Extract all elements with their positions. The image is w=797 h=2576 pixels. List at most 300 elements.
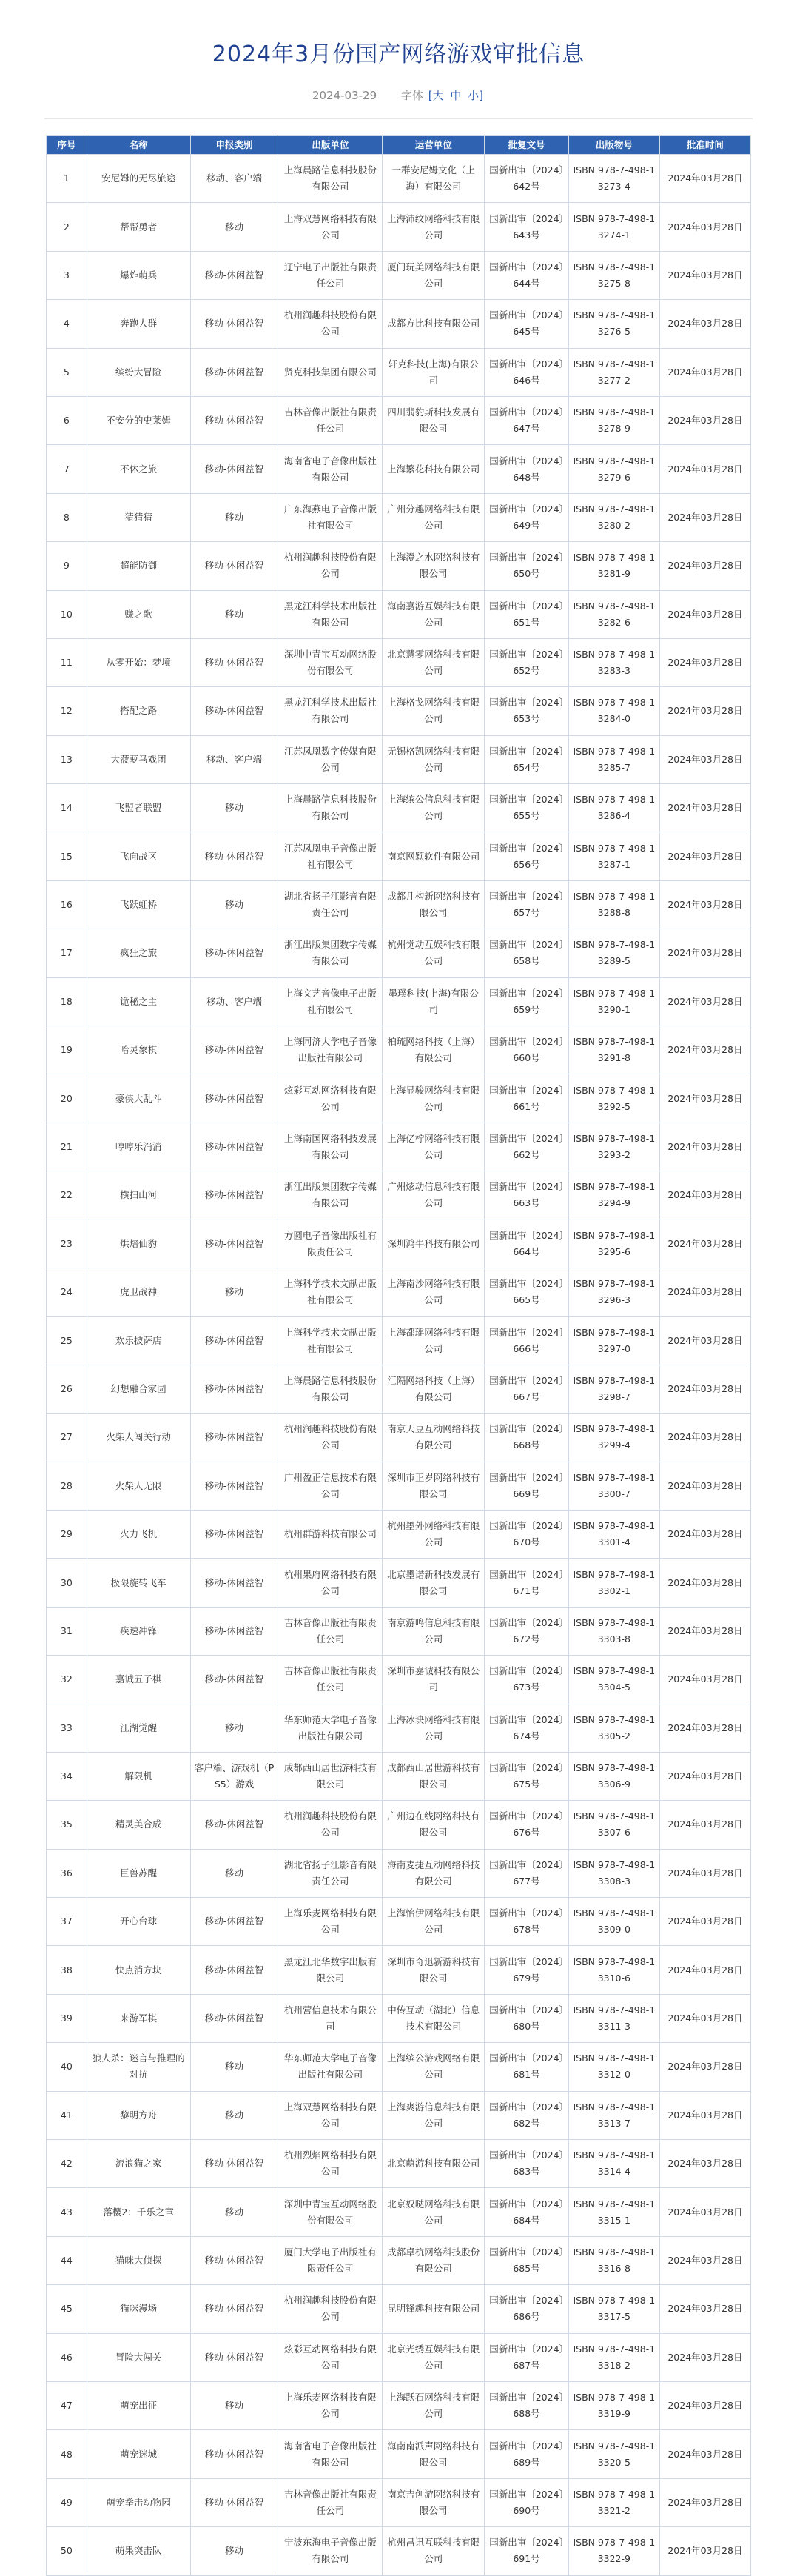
cell-isbn: ISBN 978-7-498-13273-4 — [568, 155, 659, 203]
cell-publisher: 杭州果府网络科技有限公司 — [278, 1559, 383, 1607]
table-row — [47, 1656, 751, 1704]
cell-isbn: ISBN 978-7-498-13319-9 — [568, 2381, 659, 2429]
cell-name: 安尼姆的无尽旅途 — [87, 155, 190, 203]
cell-name: 狼人杀：迷言与推理的对抗 — [87, 2043, 190, 2091]
cell-approval-date: 2024年03月28日 — [659, 396, 750, 444]
cell-index: 18 — [47, 977, 87, 1026]
cell-index: 7 — [47, 445, 87, 493]
cell-operator: 杭州觉动互娱科技有限公司 — [383, 929, 485, 977]
cell-operator: 北京光绣互娱科技有限公司 — [383, 2333, 485, 2381]
cell-category: 移动-休闲益智 — [190, 1414, 278, 1462]
cell-approval-date: 2024年03月28日 — [659, 832, 750, 880]
cell-publisher: 黑龙江科学技术出版社有限公司 — [278, 687, 383, 735]
cell-publisher: 辽宁电子出版社有限责任公司 — [278, 251, 383, 299]
cell-isbn: ISBN 978-7-498-13291-8 — [568, 1026, 659, 1074]
cell-approval-number: 国新出审〔2024〕649号 — [485, 493, 569, 541]
cell-category: 移动-休闲益智 — [190, 445, 278, 493]
cell-index: 48 — [47, 2430, 87, 2478]
cell-index: 12 — [47, 687, 87, 735]
cell-approval-number: 国新出审〔2024〕673号 — [485, 1656, 569, 1704]
cell-operator: 上海怡伊网络科技有限公司 — [383, 1898, 485, 1946]
cell-isbn: ISBN 978-7-498-13293-2 — [568, 1123, 659, 1171]
cell-name: 豪侠大乱斗 — [87, 1074, 190, 1123]
cell-isbn: ISBN 978-7-498-13297-0 — [568, 1317, 659, 1365]
cell-publisher: 广州盈正信息技术有限公司 — [278, 1462, 383, 1510]
cell-approval-number: 国新出审〔2024〕667号 — [485, 1365, 569, 1413]
cell-approval-number: 国新出审〔2024〕676号 — [485, 1801, 569, 1849]
cell-operator: 南京天豆互动网络科技有限公司 — [383, 1414, 485, 1462]
cell-approval-date: 2024年03月28日 — [659, 2285, 750, 2333]
table-row — [47, 300, 751, 348]
cell-category: 移动-休闲益智 — [190, 2236, 278, 2284]
cell-approval-number: 国新出审〔2024〕670号 — [485, 1510, 569, 1558]
table-row — [47, 251, 751, 299]
cell-index: 8 — [47, 493, 87, 541]
cell-isbn: ISBN 978-7-498-13277-2 — [568, 348, 659, 396]
cell-name: 赚之歌 — [87, 590, 190, 638]
cell-approval-number: 国新出审〔2024〕644号 — [485, 251, 569, 299]
cell-index: 47 — [47, 2381, 87, 2429]
cell-operator: 上海沛纹网络科技有限公司 — [383, 203, 485, 251]
cell-name: 大菠萝马戏团 — [87, 735, 190, 783]
cell-isbn: ISBN 978-7-498-13308-3 — [568, 1849, 659, 1897]
cell-name: 飞盟者联盟 — [87, 784, 190, 832]
cell-publisher: 深圳中青宝互动网络股份有限公司 — [278, 2188, 383, 2236]
cell-approval-date: 2024年03月28日 — [659, 1898, 750, 1946]
cell-approval-number: 国新出审〔2024〕672号 — [485, 1607, 569, 1655]
cell-approval-date: 2024年03月28日 — [659, 929, 750, 977]
cell-operator: 北京奴哒网络科技有限公司 — [383, 2188, 485, 2236]
cell-approval-date: 2024年03月28日 — [659, 2043, 750, 2091]
cell-index: 20 — [47, 1074, 87, 1123]
cell-name: 横扫山河 — [87, 1171, 190, 1220]
cell-category: 移动-休闲益智 — [190, 929, 278, 977]
cell-name: 巨兽苏醒 — [87, 1849, 190, 1897]
table-row — [47, 880, 751, 929]
cell-approval-date: 2024年03月28日 — [659, 1849, 750, 1897]
table-row — [47, 2236, 751, 2284]
cell-approval-number: 国新出审〔2024〕674号 — [485, 1704, 569, 1752]
publish-date: 2024-03-29 — [312, 89, 377, 102]
cell-operator: 深圳鸿牛科技有限公司 — [383, 1220, 485, 1268]
cell-approval-number: 国新出审〔2024〕677号 — [485, 1849, 569, 1897]
cell-name: 幻想融合家园 — [87, 1365, 190, 1413]
cell-category: 移动、客户端 — [190, 735, 278, 783]
cell-approval-date: 2024年03月28日 — [659, 1026, 750, 1074]
cell-operator: 成都卓杭网络科技股份有限公司 — [383, 2236, 485, 2284]
cell-category: 移动-休闲益智 — [190, 1559, 278, 1607]
cell-approval-date: 2024年03月28日 — [659, 1994, 750, 2042]
cell-isbn: ISBN 978-7-498-13314-4 — [568, 2140, 659, 2188]
cell-category: 移动-休闲益智 — [190, 1607, 278, 1655]
cell-category: 移动-休闲益智 — [190, 1317, 278, 1365]
cell-isbn: ISBN 978-7-498-13290-1 — [568, 977, 659, 1026]
cell-category: 移动-休闲益智 — [190, 832, 278, 880]
header-publisher: 出版单位 — [278, 136, 383, 155]
cell-operator: 深圳市正岁网络科技有限公司 — [383, 1462, 485, 1510]
cell-approval-number: 国新出审〔2024〕680号 — [485, 1994, 569, 2042]
cell-isbn: ISBN 978-7-498-13306-9 — [568, 1752, 659, 1800]
cell-isbn: ISBN 978-7-498-13310-6 — [568, 1946, 659, 1994]
cell-index: 43 — [47, 2188, 87, 2236]
cell-index: 40 — [47, 2043, 87, 2091]
cell-index: 28 — [47, 1462, 87, 1510]
cell-approval-date: 2024年03月28日 — [659, 1462, 750, 1510]
cell-category: 移动-休闲益智 — [190, 396, 278, 444]
cell-publisher: 杭州润趣科技股份有限公司 — [278, 1414, 383, 1462]
cell-approval-date: 2024年03月28日 — [659, 784, 750, 832]
cell-approval-number: 国新出审〔2024〕643号 — [485, 203, 569, 251]
cell-category: 移动-休闲益智 — [190, 1220, 278, 1268]
cell-approval-number: 国新出审〔2024〕658号 — [485, 929, 569, 977]
cell-approval-number: 国新出审〔2024〕656号 — [485, 832, 569, 880]
cell-publisher: 湖北省扬子江影音有限责任公司 — [278, 1849, 383, 1897]
table-row — [47, 784, 751, 832]
cell-index: 34 — [47, 1752, 87, 1800]
cell-publisher: 杭州润趣科技股份有限公司 — [278, 2285, 383, 2333]
table-row — [47, 2285, 751, 2333]
cell-isbn: ISBN 978-7-498-13316-8 — [568, 2236, 659, 2284]
font-size-large-button[interactable]: [大 — [428, 89, 444, 102]
table-row — [47, 1026, 751, 1074]
cell-index: 38 — [47, 1946, 87, 1994]
cell-category: 移动-休闲益智 — [190, 1171, 278, 1220]
cell-isbn: ISBN 978-7-498-13284-0 — [568, 687, 659, 735]
cell-category: 移动 — [190, 1268, 278, 1316]
cell-name: 嘉诚五子棋 — [87, 1656, 190, 1704]
table-row — [47, 1462, 751, 1510]
cell-publisher: 杭州润趣科技股份有限公司 — [278, 300, 383, 348]
cell-operator: 南京网颖软件有限公司 — [383, 832, 485, 880]
cell-publisher: 上海科学技术文献出版社有限公司 — [278, 1317, 383, 1365]
approval-table — [46, 135, 751, 2576]
cell-category: 移动-休闲益智 — [190, 1946, 278, 1994]
cell-isbn: ISBN 978-7-498-13309-0 — [568, 1898, 659, 1946]
cell-index: 29 — [47, 1510, 87, 1558]
cell-name: 开心台球 — [87, 1898, 190, 1946]
cell-name: 精灵美合成 — [87, 1801, 190, 1849]
font-size-medium-button[interactable]: 中 — [450, 89, 462, 102]
cell-category: 移动-休闲益智 — [190, 1365, 278, 1413]
cell-index: 33 — [47, 1704, 87, 1752]
cell-index: 5 — [47, 348, 87, 396]
cell-category: 移动 — [190, 2381, 278, 2429]
cell-approval-date: 2024年03月28日 — [659, 1559, 750, 1607]
cell-category: 移动 — [190, 493, 278, 541]
table-row — [47, 2091, 751, 2139]
table-row — [47, 1994, 751, 2042]
cell-operator: 成都西山居世游科技有限公司 — [383, 1752, 485, 1800]
cell-isbn: ISBN 978-7-498-13275-8 — [568, 251, 659, 299]
cell-approval-date: 2024年03月28日 — [659, 977, 750, 1026]
cell-index: 30 — [47, 1559, 87, 1607]
cell-index: 15 — [47, 832, 87, 880]
table-row — [47, 977, 751, 1026]
cell-approval-date: 2024年03月28日 — [659, 542, 750, 590]
cell-approval-date: 2024年03月28日 — [659, 880, 750, 929]
cell-approval-date: 2024年03月28日 — [659, 2236, 750, 2284]
cell-name: 流浪猫之家 — [87, 2140, 190, 2188]
header-isbn: 出版物号 — [568, 136, 659, 155]
cell-isbn: ISBN 978-7-498-13311-3 — [568, 1994, 659, 2042]
font-size-label: 字体 — [400, 89, 423, 102]
cell-approval-number: 国新出审〔2024〕661号 — [485, 1074, 569, 1123]
cell-category: 移动 — [190, 1849, 278, 1897]
table-row — [47, 155, 751, 203]
cell-name: 快点消方块 — [87, 1946, 190, 1994]
cell-isbn: ISBN 978-7-498-13322-9 — [568, 2527, 659, 2575]
cell-category: 移动 — [190, 203, 278, 251]
cell-approval-number: 国新出审〔2024〕651号 — [485, 590, 569, 638]
cell-index: 4 — [47, 300, 87, 348]
cell-category: 移动 — [190, 1704, 278, 1752]
cell-operator: 深圳市奇迅新游科技有限公司 — [383, 1946, 485, 1994]
cell-isbn: ISBN 978-7-498-13279-6 — [568, 445, 659, 493]
cell-approval-date: 2024年03月28日 — [659, 1220, 750, 1268]
table-row — [47, 1220, 751, 1268]
cell-approval-date: 2024年03月28日 — [659, 300, 750, 348]
cell-isbn: ISBN 978-7-498-13286-4 — [568, 784, 659, 832]
cell-approval-number: 国新出审〔2024〕666号 — [485, 1317, 569, 1365]
cell-category: 移动 — [190, 590, 278, 638]
table-row — [47, 1510, 751, 1558]
cell-isbn: ISBN 978-7-498-13287-1 — [568, 832, 659, 880]
table-row — [47, 1074, 751, 1123]
cell-approval-number: 国新出审〔2024〕664号 — [485, 1220, 569, 1268]
cell-name: 火力飞机 — [87, 1510, 190, 1558]
cell-isbn: ISBN 978-7-498-13280-2 — [568, 493, 659, 541]
cell-approval-date: 2024年03月28日 — [659, 2188, 750, 2236]
cell-name: 疯狂之旅 — [87, 929, 190, 977]
cell-name: 飞跃虹桥 — [87, 880, 190, 929]
cell-index: 16 — [47, 880, 87, 929]
cell-name: 欢乐披萨店 — [87, 1317, 190, 1365]
cell-approval-date: 2024年03月28日 — [659, 155, 750, 203]
cell-approval-date: 2024年03月28日 — [659, 1607, 750, 1655]
cell-approval-date: 2024年03月28日 — [659, 1414, 750, 1462]
table-row — [47, 1898, 751, 1946]
cell-category: 移动 — [190, 2188, 278, 2236]
cell-publisher: 上海乐麦网络科技有限公司 — [278, 1898, 383, 1946]
table-row — [47, 2527, 751, 2575]
cell-name: 不休之旅 — [87, 445, 190, 493]
cell-isbn: ISBN 978-7-498-13289-5 — [568, 929, 659, 977]
header-category: 申报类别 — [190, 136, 278, 155]
cell-approval-number: 国新出审〔2024〕690号 — [485, 2478, 569, 2526]
cell-approval-date: 2024年03月28日 — [659, 203, 750, 251]
cell-isbn: ISBN 978-7-498-13301-4 — [568, 1510, 659, 1558]
cell-publisher: 上海同济大学电子音像出版社有限公司 — [278, 1026, 383, 1074]
cell-operator: 上海南沙网络科技有限公司 — [383, 1268, 485, 1316]
cell-category: 移动 — [190, 2043, 278, 2091]
cell-operator: 上海显骏网络科技有限公司 — [383, 1074, 485, 1123]
cell-publisher: 宁波东海电子音像出版有限公司 — [278, 2527, 383, 2575]
cell-publisher: 吉林音像出版社有限责任公司 — [278, 396, 383, 444]
cell-publisher: 黑龙江北华数字出版有限公司 — [278, 1946, 383, 1994]
cell-index: 41 — [47, 2091, 87, 2139]
cell-isbn: ISBN 978-7-498-13305-2 — [568, 1704, 659, 1752]
cell-publisher: 上海乐麦网络科技有限公司 — [278, 2381, 383, 2429]
cell-publisher: 湖北省扬子江影音有限责任公司 — [278, 880, 383, 929]
cell-operator: 轩克科技(上海)有限公司 — [383, 348, 485, 396]
cell-publisher: 上海南国网络科技发展有限公司 — [278, 1123, 383, 1171]
cell-name: 黎明方舟 — [87, 2091, 190, 2139]
cell-publisher: 上海晨路信息科技股份有限公司 — [278, 1365, 383, 1413]
cell-index: 3 — [47, 251, 87, 299]
cell-operator: 广州边在线网络科技有限公司 — [383, 1801, 485, 1849]
cell-operator: 广州炫动信息科技有限公司 — [383, 1171, 485, 1220]
cell-name: 冒险大闯关 — [87, 2333, 190, 2381]
cell-isbn: ISBN 978-7-498-13300-7 — [568, 1462, 659, 1510]
cell-index: 19 — [47, 1026, 87, 1074]
table-row — [47, 929, 751, 977]
cell-approval-number: 国新出审〔2024〕648号 — [485, 445, 569, 493]
cell-approval-date: 2024年03月28日 — [659, 2140, 750, 2188]
cell-name: 从零开始：梦境 — [87, 638, 190, 686]
cell-publisher: 浙江出版集团数字传媒有限公司 — [278, 929, 383, 977]
cell-operator: 上海缤公游戏网络有限公司 — [383, 2043, 485, 2091]
cell-index: 2 — [47, 203, 87, 251]
cell-operator: 上海澄之水网络科技有限公司 — [383, 542, 485, 590]
cell-name: 猫咪大侦探 — [87, 2236, 190, 2284]
cell-category: 移动-休闲益智 — [190, 1898, 278, 1946]
cell-isbn: ISBN 978-7-498-13318-2 — [568, 2333, 659, 2381]
article-meta — [0, 87, 797, 103]
table-row — [47, 203, 751, 251]
cell-isbn: ISBN 978-7-498-13292-5 — [568, 1074, 659, 1123]
table-row — [47, 542, 751, 590]
cell-publisher: 海南省电子音像出版社有限公司 — [278, 445, 383, 493]
cell-approval-number: 国新出审〔2024〕675号 — [485, 1752, 569, 1800]
cell-approval-number: 国新出审〔2024〕647号 — [485, 396, 569, 444]
cell-isbn: ISBN 978-7-498-13285-7 — [568, 735, 659, 783]
cell-isbn: ISBN 978-7-498-13294-9 — [568, 1171, 659, 1220]
cell-publisher: 华东师范大学电子音像出版社有限公司 — [278, 1704, 383, 1752]
cell-isbn: ISBN 978-7-498-13321-2 — [568, 2478, 659, 2526]
cell-operator: 南京吉创游网络科技有限公司 — [383, 2478, 485, 2526]
cell-isbn: ISBN 978-7-498-13320-5 — [568, 2430, 659, 2478]
cell-name: 萌宠迷城 — [87, 2430, 190, 2478]
cell-name: 火柴人闯关行动 — [87, 1414, 190, 1462]
cell-approval-date: 2024年03月28日 — [659, 1946, 750, 1994]
cell-publisher: 成都西山居世游科技有限公司 — [278, 1752, 383, 1800]
cell-isbn: ISBN 978-7-498-13307-6 — [568, 1801, 659, 1849]
table-row — [47, 1849, 751, 1897]
font-size-small-button[interactable]: 小] — [468, 89, 484, 102]
cell-publisher: 浙江出版集团数字传媒有限公司 — [278, 1171, 383, 1220]
cell-operator: 上海都瑶网络科技有限公司 — [383, 1317, 485, 1365]
cell-approval-date: 2024年03月28日 — [659, 2091, 750, 2139]
cell-approval-number: 国新出审〔2024〕659号 — [485, 977, 569, 1026]
cell-publisher: 上海双慧网络科技有限公司 — [278, 203, 383, 251]
cell-name: 搭配之路 — [87, 687, 190, 735]
cell-approval-number: 国新出审〔2024〕681号 — [485, 2043, 569, 2091]
cell-category: 移动 — [190, 2091, 278, 2139]
cell-operator: 杭州昌讯互联科技有限公司 — [383, 2527, 485, 2575]
cell-index: 37 — [47, 1898, 87, 1946]
table-row — [47, 1607, 751, 1655]
table-row — [47, 1752, 751, 1800]
cell-operator: 成都几构新网络科技有限公司 — [383, 880, 485, 929]
cell-operator: 上海冰块网络科技有限公司 — [383, 1704, 485, 1752]
cell-approval-number: 国新出审〔2024〕650号 — [485, 542, 569, 590]
cell-name: 猜猜猜 — [87, 493, 190, 541]
cell-publisher: 广东海燕电子音像出版社有限公司 — [278, 493, 383, 541]
cell-index: 11 — [47, 638, 87, 686]
cell-approval-date: 2024年03月28日 — [659, 1123, 750, 1171]
cell-isbn: ISBN 978-7-498-13283-3 — [568, 638, 659, 686]
cell-approval-date: 2024年03月28日 — [659, 2333, 750, 2381]
cell-approval-date: 2024年03月28日 — [659, 2478, 750, 2526]
table-row — [47, 445, 751, 493]
cell-category: 移动-休闲益智 — [190, 2478, 278, 2526]
cell-name: 萌宠拳击动物园 — [87, 2478, 190, 2526]
cell-name: 虎卫战神 — [87, 1268, 190, 1316]
cell-approval-date: 2024年03月28日 — [659, 1801, 750, 1849]
cell-approval-date: 2024年03月28日 — [659, 348, 750, 396]
table-row — [47, 1559, 751, 1607]
cell-approval-date: 2024年03月28日 — [659, 1317, 750, 1365]
cell-approval-number: 国新出审〔2024〕655号 — [485, 784, 569, 832]
cell-index: 27 — [47, 1414, 87, 1462]
cell-operator: 一群安尼姆文化（上海）有限公司 — [383, 155, 485, 203]
cell-index: 42 — [47, 2140, 87, 2188]
table-row — [47, 2140, 751, 2188]
cell-approval-number: 国新出审〔2024〕678号 — [485, 1898, 569, 1946]
cell-index: 32 — [47, 1656, 87, 1704]
header-approval-date: 批准时间 — [659, 136, 750, 155]
cell-approval-date: 2024年03月28日 — [659, 1656, 750, 1704]
cell-operator: 南京游鸣信息科技有限公司 — [383, 1607, 485, 1655]
table-row — [47, 1317, 751, 1365]
cell-index: 50 — [47, 2527, 87, 2575]
cell-isbn: ISBN 978-7-498-13304-5 — [568, 1656, 659, 1704]
cell-index: 26 — [47, 1365, 87, 1413]
cell-approval-number: 国新出审〔2024〕671号 — [485, 1559, 569, 1607]
cell-name: 诡秘之主 — [87, 977, 190, 1026]
cell-operator: 上海跃石网络科技有限公司 — [383, 2381, 485, 2429]
page-title: 2024年3月份国产网络游戏审批信息 — [212, 41, 585, 67]
table-row — [47, 2188, 751, 2236]
header-index: 序号 — [47, 136, 87, 155]
cell-publisher: 上海文艺音像电子出版社有限公司 — [278, 977, 383, 1026]
table-row — [47, 1365, 751, 1413]
cell-name: 飞向战区 — [87, 832, 190, 880]
cell-isbn: ISBN 978-7-498-13278-9 — [568, 396, 659, 444]
cell-name: 落樱2：千乐之章 — [87, 2188, 190, 2236]
cell-approval-number: 国新出审〔2024〕687号 — [485, 2333, 569, 2381]
cell-approval-date: 2024年03月28日 — [659, 493, 750, 541]
cell-approval-date: 2024年03月28日 — [659, 1074, 750, 1123]
cell-index: 39 — [47, 1994, 87, 2042]
divider — [44, 118, 753, 119]
cell-category: 移动-休闲益智 — [190, 1123, 278, 1171]
header-approval-number: 批复文号 — [485, 136, 569, 155]
cell-name: 哈灵象棋 — [87, 1026, 190, 1074]
cell-category: 移动-休闲益智 — [190, 638, 278, 686]
cell-publisher: 上海双慧网络科技有限公司 — [278, 2091, 383, 2139]
cell-approval-number: 国新出审〔2024〕683号 — [485, 2140, 569, 2188]
cell-approval-number: 国新出审〔2024〕654号 — [485, 735, 569, 783]
cell-operator: 北京墨诺新科技发展有限公司 — [383, 1559, 485, 1607]
table-row — [47, 832, 751, 880]
table-row — [47, 396, 751, 444]
cell-publisher: 炫彩互动网络科技有限公司 — [278, 1074, 383, 1123]
table-row — [47, 1946, 751, 1994]
cell-publisher: 华东师范大学电子音像出版社有限公司 — [278, 2043, 383, 2091]
cell-category: 移动-休闲益智 — [190, 300, 278, 348]
cell-name: 来游军棋 — [87, 1994, 190, 2042]
